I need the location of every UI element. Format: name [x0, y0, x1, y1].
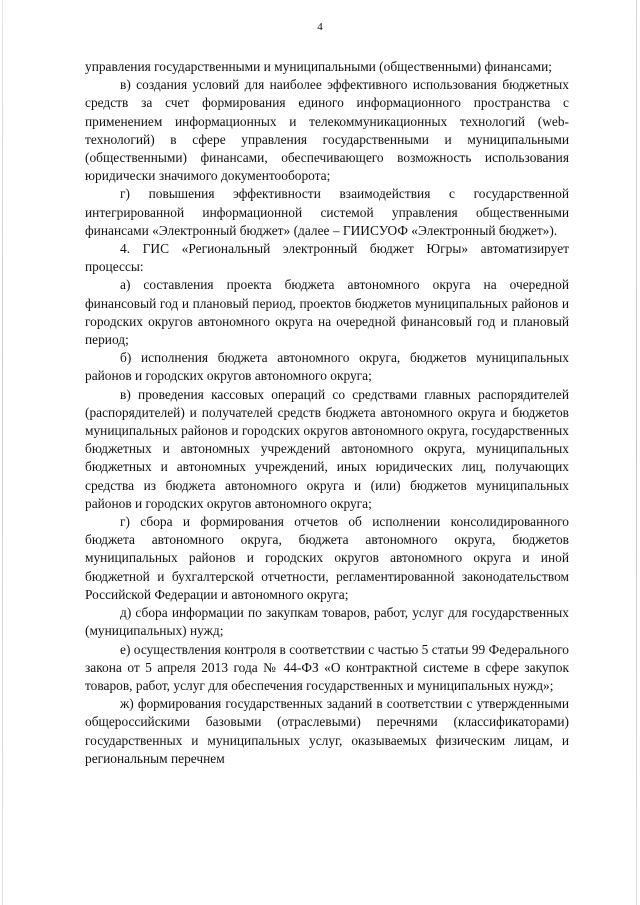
paragraph-item-v: в) создания условий для наиболее эффективного использования бюджетных средств за счет формирования единого информационного пространства с применением информационных и телекоммуникационных технологий (web-технологий) в сфере управления государственными и муниципальными (общественными) финансами, обеспечивающего возможность использования юридически значимого документооборота;	[85, 77, 569, 184]
paragraph-item-g2: г) сбора и формирования отчетов об исполнении консолидированного бюджета автономного округа, бюджета автономного округа, бюджетов муниципальных районов и городских округов автономного округа и иной бюджетной и бухгалтерской отчетности, регламентированной законодательством Российской Федерации и автономного округа;	[85, 514, 569, 602]
scan-edge-right	[636, 0, 637, 905]
paragraph-item-d: д) сбора информации по закупкам товаров, работ, услуг для государственных (муниципальных) нужд;	[85, 605, 569, 639]
scan-edge-left	[2, 0, 3, 905]
page-number: 4	[317, 21, 323, 33]
paragraph-section-4: 4. ГИС «Региональный электронный бюджет Югры» автоматизирует процессы:	[85, 241, 569, 275]
paragraph-item-zh: ж) формирования государственных заданий в соответствии с утвержденными общероссийскими базовыми (отраслевыми) перечнями (классификаторами) государственных и муниципальных услуг, оказываемых физическим лицам, и региональным перечнем	[85, 696, 569, 766]
paragraph-item-e: е) осуществления контроля в соответствии с частью 5 статьи 99 Федерального закона от 5 апреля 2013 года № 44-ФЗ «О контрактной системе в сфере закупок товаров, работ, услуг для обеспечения государственных и муниципальных нужд»;	[85, 641, 569, 693]
paragraph-item-b: б) исполнения бюджета автономного округа, бюджетов муниципальных районов и городских округов автономного округа;	[85, 350, 569, 384]
paragraph-item-v2: в) проведения кассовых операций со средствами главных распорядителей (распорядителей) и получателей средств бюджета автономного округа и бюджетов муниципальных районов и городских округов автономного округа, государственных бюджетных и автономных учреждений автономного округа, муниципальных бюджетных и автономных учреждений, иных юридических лиц, получающих средства из бюджета автономного округа и (или) бюджетов муниципальных районов и городских округов автономного округа;	[85, 386, 569, 511]
paragraph-continuation: управления государственными и муниципальными (общественными) финансами;	[85, 59, 553, 74]
paragraph-item-a: а) составления проекта бюджета автономного округа на очередной финансовый год и плановый период, проектов бюджетов муниципальных районов и городских округов автономного округа на очередной финансовый год и плановый период;	[85, 277, 569, 348]
paragraph-item-g: г) повышения эффективности взаимодействия с государственной интегрированной информационной системой управления общественными финансами «Электронный бюджет» (далее – ГИИСУОФ «Электронный бюджет»).	[85, 186, 569, 238]
document-body	[85, 58, 569, 768]
